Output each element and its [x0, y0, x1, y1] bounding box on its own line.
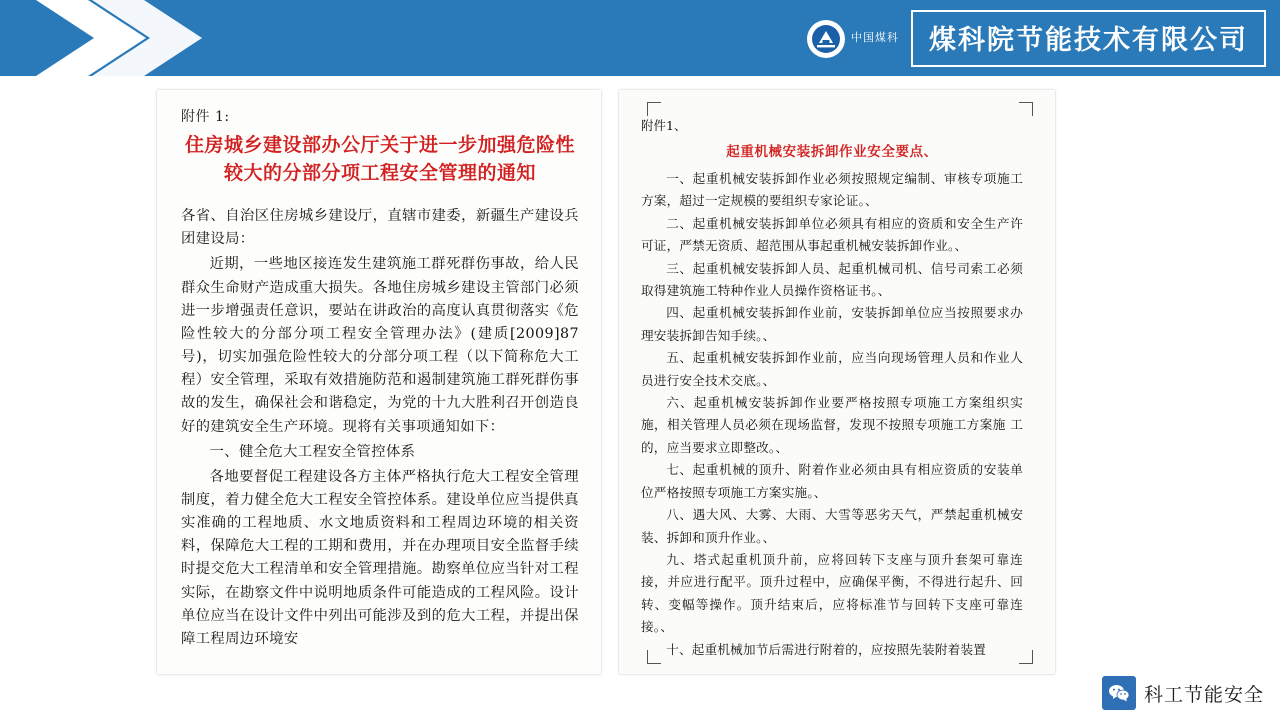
header-banner — [0, 0, 1280, 76]
watermark-label: 科工节能安全 — [1143, 683, 1264, 706]
header-brand-area — [807, 10, 1266, 67]
right-doc-item: 九、塔式起重机顶升前，应将回转下支座与顶升套架可靠连接，并应进行配平。顶升过程中，应确保平衡，不得进行起升、回转、变幅等操作。顶升结束后，应将标准节与回转下支座可靠连接。、 — [641, 551, 1023, 635]
left-doc-paragraph: 各地要督促工程建设各方主体严格执行危大工程安全管理制度，着力健全危大工程安全管控体系。建设单位应当提供真实准确的工程地质、水文地质资料和工程周边环境的相关资料，保障危大工程的工期和费用，并在办理项目安全监督手续时提交危大工程清单和安全管理措施。勘察单位应当针对工程实际，在勘察文件中说明地质条件可能造成的工程风险。设计单位应当在设计文件中列出可能涉及到的危大工程，并提出保障工程周边环境安 — [181, 468, 579, 647]
left-document-scan — [157, 90, 601, 674]
crop-mark-icon — [647, 102, 661, 116]
slide-body — [0, 76, 1280, 720]
footer-watermark — [1102, 676, 1264, 710]
left-doc-attachment-label: 附件 1: — [181, 109, 230, 125]
right-doc-item: 四、起重机械安装拆卸作业前，安装拆卸单位应当按照要求办理安装拆卸告知手续。、 — [641, 305, 1023, 343]
right-doc-item: 六、起重机械安装拆卸作业要严格按照专项施工方案组织实施，相关管理人员必须在现场监督，发现不按照专项施工方案施 工的，应当要求立即整改。、 — [641, 395, 1023, 455]
company-name-box: 煤科院节能技术有限公司 — [911, 10, 1266, 67]
double-chevron-right-icon — [36, 0, 226, 76]
crop-mark-icon — [1019, 102, 1033, 116]
brand-logo — [807, 20, 899, 58]
right-doc-attachment-label: 附件1、 — [641, 118, 687, 133]
left-doc-paragraph: 各省、自治区住房城乡建设厅，直辖市建委，新疆生产建设兵团建设局： — [181, 208, 579, 248]
right-doc-title: 起重机械安装拆卸作业安全要点、 — [726, 144, 938, 160]
right-doc-item: 八、遇大风、大雾、大雨、大雪等恶劣天气，严禁起重机械安装、拆卸和顶升作业。、 — [641, 507, 1023, 545]
left-doc-paragraph: 近期，一些地区接连发生建筑施工群死群伤事故，给人民群众生命财产造成重大损失。各地住房城乡建设主管部门必须进一步增强责任意识，要站在讲政治的高度认真贯彻落实《危险性较大的分部分项工程安全管理办法》(建质[2009]87 号)，切实加强危险性较大的分部分项工程（以下简称危大工程）安全管理，采取有效措施防范和遏制建筑施工群死群伤事故的发生，确保社会和谐稳定，为党的十九大胜利召开创造良好的建筑安全生产环境。现将有关事项通知如下： — [181, 256, 579, 435]
china-coal-logo-icon — [807, 20, 845, 58]
left-doc-paragraph: 一、健全危大工程安全管控体系 — [209, 443, 416, 460]
right-doc-item: 五、起重机械安装拆卸作业前，应当向现场管理人员和作业人员进行安全技术交底。、 — [641, 350, 1023, 388]
right-doc-item: 七、起重机械的顶升、附着作业必须由具有相应资质的安装单位严格按照专项施工方案实施。、 — [641, 462, 1023, 500]
right-doc-item: 十、起重机械加节后需进行附着的，应按照先装附着装置 — [666, 641, 987, 657]
left-doc-title: 住房城乡建设部办公厅关于进一步加强危险性较大的分部分项工程安全管理的通知 — [184, 134, 575, 184]
right-doc-item: 二、起重机械安装拆卸单位必须具有相应的资质和安全生产许可证，严禁无资质、超范围从事起重机械安装拆卸作业。、 — [641, 215, 1023, 254]
right-doc-item: 一、起重机械安装拆卸作业必须按照规定编制、审核专项施工方案，超过一定规模的要组织专家论证。、 — [641, 171, 1023, 209]
right-doc-item: 三、起重机械安装拆卸人员、起重机械司机、信号司索工必须取得建筑施工特种作业人员操作资格证书。、 — [641, 260, 1023, 299]
brand-logo-text: 中国煤科 — [851, 31, 899, 45]
wechat-official-account-icon — [1102, 676, 1136, 710]
right-document-scan — [619, 90, 1055, 674]
